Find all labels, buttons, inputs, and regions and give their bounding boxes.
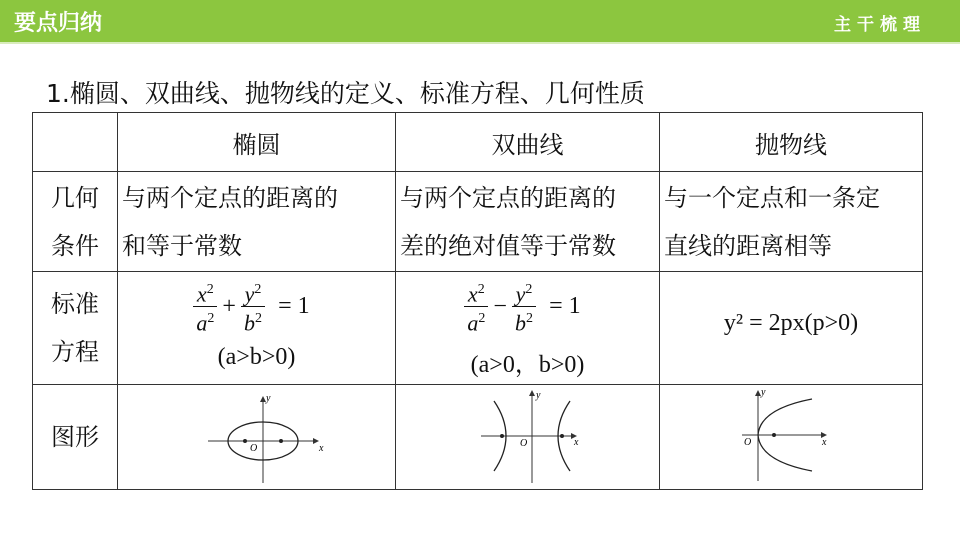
- plus-sign: +: [222, 293, 236, 320]
- x-axis-label: x: [822, 437, 827, 448]
- equals-one: = 1: [278, 293, 310, 320]
- definition-line: 与两个定点的距离的: [122, 183, 338, 212]
- equation-row: [33, 272, 923, 385]
- hyperbola-equation: [396, 272, 660, 385]
- column-header-ellipse: 椭圆: [118, 113, 396, 172]
- definition-line: 差的绝对值等于常数: [400, 231, 616, 260]
- row-label-line: 方程: [51, 338, 99, 366]
- figure-row: [33, 385, 923, 490]
- page-heading: 1.椭圆、双曲线、抛物线的定义、标准方程、几何性质: [46, 79, 645, 108]
- origin-label: O: [520, 438, 528, 449]
- row-label-figure: 图形: [33, 385, 118, 490]
- ellipse-graph: [118, 385, 396, 489]
- hyperbola-figure: [396, 385, 660, 490]
- ellipse-definition: [118, 172, 396, 272]
- hyperbola-graph: [396, 385, 660, 489]
- conic-sections-table: [32, 112, 923, 490]
- fraction-x2-a2: $\frac{x^2}{a^2}$: [193, 278, 217, 336]
- minus-sign: −: [493, 293, 507, 320]
- parabola-equation: [660, 272, 923, 385]
- parabola-figure: [660, 385, 923, 490]
- hyperbola-definition: [396, 172, 660, 272]
- x-axis-label: x: [319, 443, 324, 454]
- focus-point: [243, 439, 247, 443]
- definition-line: 直线的距离相等: [664, 231, 832, 260]
- row-label-line: 几何: [51, 183, 99, 212]
- header-empty-cell: [33, 113, 118, 172]
- hyperbola-condition: (a>0，b>0): [470, 352, 585, 378]
- fraction-x2-a2: $\frac{x^2}{a^2}$: [464, 278, 488, 336]
- definition-line: 和等于常数: [122, 231, 242, 260]
- y-axis-label: y: [761, 387, 766, 398]
- definition-line: 与两个定点的距离的: [400, 183, 616, 212]
- ellipse-equation: [118, 272, 396, 385]
- parabola-definition: [660, 172, 923, 272]
- fraction-y2-b2: $\frac{y^2}{b^2}$: [241, 278, 265, 336]
- focus-point: [772, 433, 776, 437]
- row-label-equation: [33, 272, 118, 385]
- focus-point: [500, 434, 504, 438]
- hyperbola-formula: [386, 278, 659, 336]
- y-axis-label: y: [536, 390, 541, 401]
- ellipse-condition: (a>b>0): [217, 344, 296, 370]
- definition-row: [33, 172, 923, 272]
- section-label: 主干梳理: [834, 15, 926, 35]
- top-banner: [0, 0, 960, 44]
- row-label-line: 标准: [51, 290, 99, 318]
- row-label-definition: [33, 172, 118, 272]
- row-label-line: 条件: [51, 231, 99, 260]
- origin-label: O: [744, 437, 752, 448]
- parabola-graph: [660, 385, 923, 489]
- ellipse-figure: [118, 385, 396, 490]
- ellipse-formula: [108, 278, 395, 336]
- x-axis-label: x: [574, 437, 579, 448]
- focus-point: [279, 439, 283, 443]
- definition-line: 与一个定点和一条定: [664, 183, 880, 212]
- equals-one: = 1: [549, 293, 581, 320]
- parabola-formula: y² = 2px(p>0): [723, 310, 859, 336]
- origin-label: O: [250, 443, 258, 454]
- focus-point: [560, 434, 564, 438]
- table-header-row: [33, 113, 923, 172]
- section-title: 要点归纳: [14, 11, 103, 36]
- column-header-hyperbola: 双曲线: [396, 113, 660, 172]
- column-header-parabola: 抛物线: [660, 113, 923, 172]
- fraction-y2-b2: $\frac{y^2}{b^2}$: [512, 278, 536, 336]
- y-axis-label: y: [266, 393, 271, 404]
